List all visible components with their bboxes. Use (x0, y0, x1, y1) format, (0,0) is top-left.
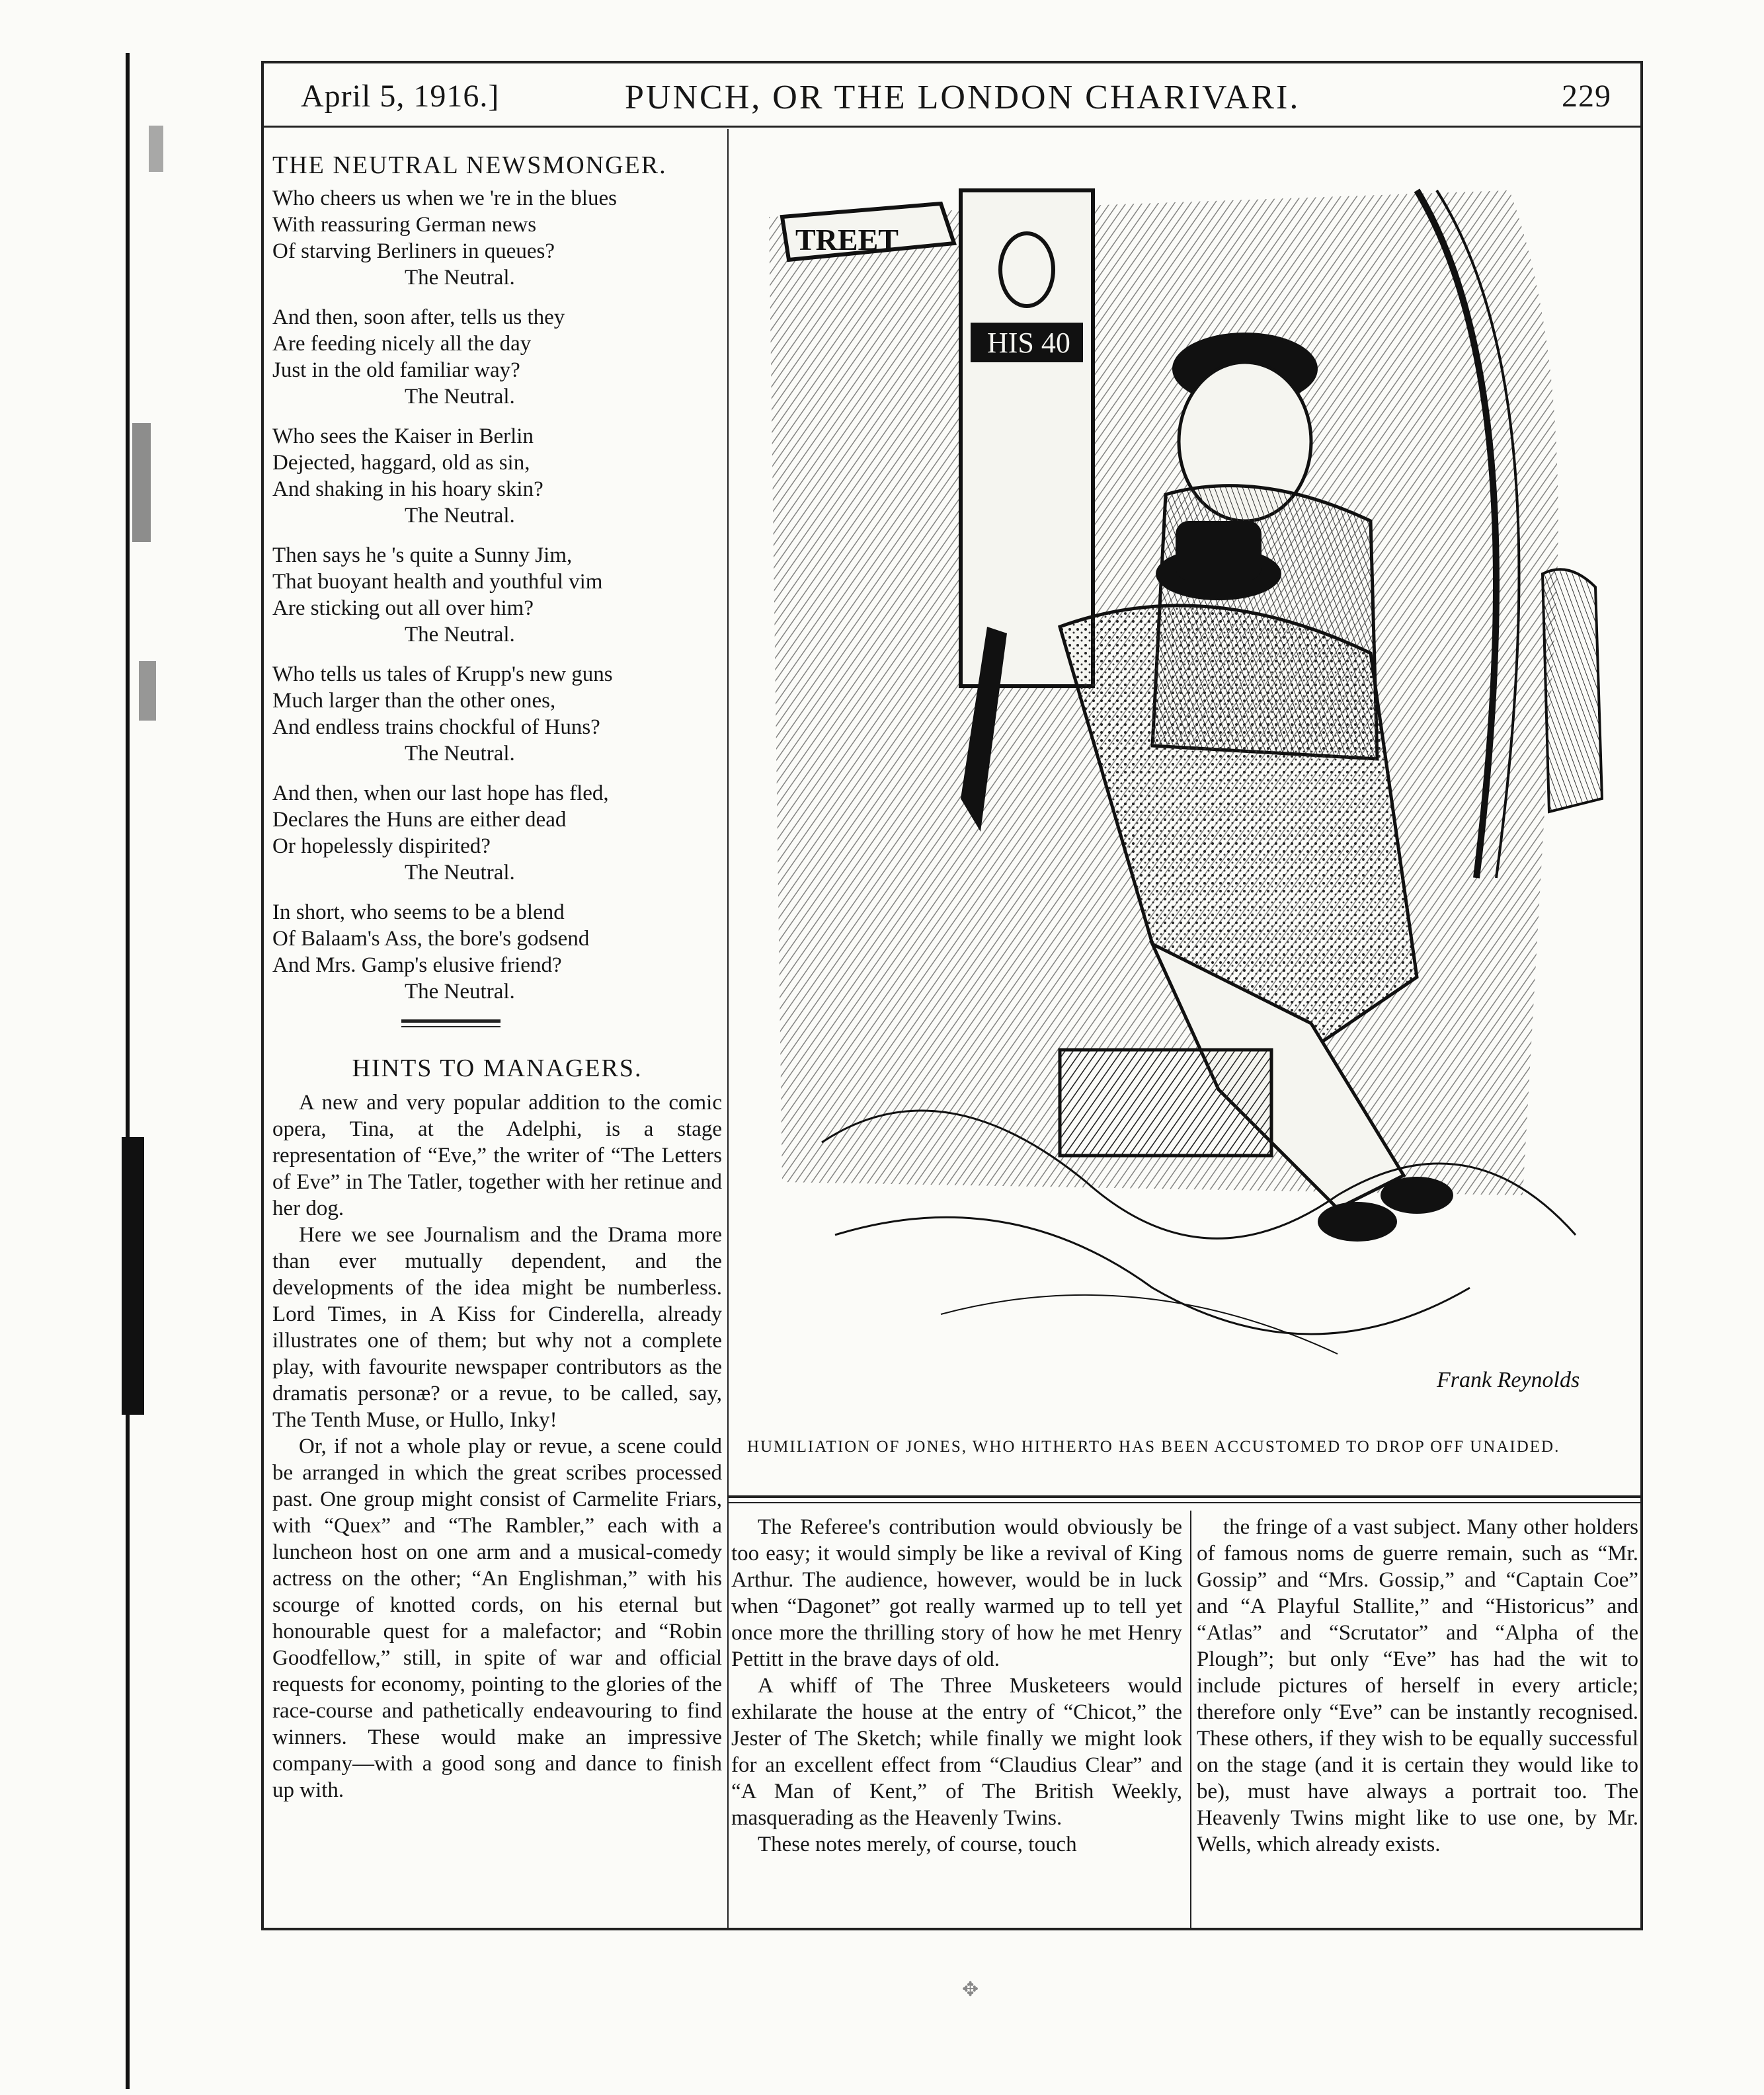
cartoon-caption: HUMILIATION OF JONES, WHO HITHERTO HAS BEEN ACCUSTOMED TO DROP OFF UNAIDED. (747, 1438, 1560, 1456)
column-divider-right (1190, 1511, 1191, 1930)
poem-stanza (272, 661, 722, 767)
poem-refrain: The Neutral. (405, 504, 515, 528)
poem-line: Of starving Berliners in queues? (272, 239, 555, 263)
poem-title: THE NEUTRAL NEWSMONGER. (272, 151, 667, 179)
article-body-left (272, 1089, 722, 1803)
article-paragraph: These notes merely, of course, touch (758, 1833, 1077, 1856)
poem-refrain: The Neutral. (405, 980, 515, 1004)
poem-refrain: The Neutral. (405, 861, 515, 885)
poem-line: That buoyant health and youthful vim (272, 570, 603, 594)
poem-refrain: The Neutral. (405, 742, 515, 766)
poem-line: Declares the Huns are either dead (272, 808, 567, 832)
article-paragraph: The Referee's contribution would obviously be too easy; it would simply be like a revival of King Arthur. The audience, however, would be in luck when “Dagonet” got really warmed up to tell yet once more the thrilling story of how he met Henry Pettitt in the brave days of old. (731, 1515, 1182, 1671)
poem-stanza (272, 423, 722, 529)
poem-line: And endless trains chockful of Huns? (272, 715, 600, 739)
top-hat (1176, 521, 1262, 580)
article-paragraph: Here we see Journalism and the Drama more than ever mutually dependent, and the developments of the idea might be numberless. Lord Times, in A Kiss for Cinderella, already illustrates one of them; but why not a complete play, with favourite newspaper contributors as the dramatis personæ? or a revue, to be called, say, The Tenth Muse, or Hullo, Inky! (272, 1223, 722, 1432)
header-rule (262, 126, 1642, 128)
poem-line: Dejected, haggard, old as sin, (272, 451, 530, 475)
poem-line: Are feeding nicely all the day (272, 332, 532, 356)
poem-line: Or hopelessly dispirited? (272, 834, 491, 858)
article-paragraph: A new and very popular addition to the comic opera, Tina, at the Adelphi, is a stage representation of “Eve,” the writer of “The Letters of Eve” in The Tatler, together with her retinue and her dog. (272, 1091, 722, 1220)
article-paragraph: Or, if not a whole play or revue, a scene could be arranged in which the great scribes processed past. One group might consist of Carmelite Friars, with “Quex” and “The Rambler,” each with a luncheon host on one arm and a musical-comedy actress on the other; “An Englishman,” with his scourge of knotted cords, on his eternal but honourable quest for a malefactor; and “Robin Goodfellow,” still, in spite of war and official requests for economy, pointing to the glories of the race-course and pathetically endeavouring to find winners. These would make an impressive company—with a good song and dance to finish up with. (272, 1435, 722, 1802)
poem-line: With reassuring German news (272, 213, 537, 237)
poem-line: Are sticking out all over him? (272, 596, 534, 620)
scan-mark: ✥ (962, 1979, 979, 2000)
article-body-middle (731, 1514, 1182, 1858)
poem-stanza (272, 899, 722, 1005)
article-paragraph: the fringe of a vast subject. Many other holders of famous noms de guerre remain, such as “Mr. Gossip” and “Mrs. Gossip,” and “Captain Coe” and “A Playful Stallite,” and “Historicus” and “Atlas” and “Scrutator” and “Alpha of the Plough”; but only “Eve” has had the wit to include pictures of herself in every article; therefore only “Eve” can be instantly recognised. These others, if they wish to be equally successful on the stage (and it is certain they would like to be), must have always a portrait too. The Heavenly Twins might like to use one, by Mr. Wells, which already exists. (1197, 1515, 1638, 1856)
article-paragraph: A whiff of The Three Musketeers would exhilarate the house at the entry of “Chicot,” the Jester of The Sketch; while finally we might look for an excellent effect from “Claudius Clear” and “A Man of Kent,” of The British Weekly, masquerading as the Heavenly Twins. (731, 1674, 1182, 1830)
caption-rule-thin (729, 1502, 1642, 1503)
poem-stanzas (272, 185, 722, 1005)
poem-line: Then says he 's quite a Sunny Jim, (272, 543, 573, 567)
poem-stanza (272, 542, 722, 648)
poem-refrain: The Neutral. (405, 266, 515, 290)
boot (1318, 1202, 1397, 1242)
poem-line: In short, who seems to be a blend (272, 900, 565, 924)
header-title: PUNCH, OR THE LONDON CHARIVARI. (625, 79, 1301, 116)
poem-line: And shaking in his hoary skin? (272, 477, 543, 501)
bus-step (1060, 1050, 1271, 1156)
poem-line: And then, soon after, tells us they (272, 305, 565, 329)
poem-line: Who sees the Kaiser in Berlin (272, 424, 534, 448)
bus-label: HIS 40 (987, 327, 1070, 359)
section-divider (401, 1019, 501, 1027)
caption-rule (729, 1495, 1642, 1498)
poem-line: Of Balaam's Ass, the bore's godsend (272, 927, 590, 951)
column-divider-left (727, 129, 729, 1930)
left-column (272, 151, 722, 1803)
bus-door-window (961, 190, 1093, 686)
poem-line: And then, when our last hope has fled, (272, 781, 609, 805)
article-title: HINTS TO MANAGERS. (352, 1054, 643, 1082)
binding-edge (112, 0, 165, 2095)
street-sign-text: TREET (795, 223, 899, 257)
page-number: 229 (1562, 79, 1611, 114)
poem-stanza (272, 304, 722, 410)
poem-line: Who tells us tales of Krupp's new guns (272, 662, 613, 686)
poem-stanza (272, 185, 722, 291)
poem-line: Who cheers us when we 're in the blues (272, 186, 617, 210)
poem-line: Just in the old familiar way? (272, 358, 520, 382)
poem-line: And Mrs. Gamp's elusive friend? (272, 953, 562, 977)
poem-line: Much larger than the other ones, (272, 689, 556, 713)
header-date: April 5, 1916.] (301, 79, 500, 114)
artist-signature: Frank Reynolds (1437, 1368, 1580, 1392)
poem-stanza (272, 780, 722, 886)
cartoon-illustration (742, 151, 1635, 1440)
poem-refrain: The Neutral. (405, 385, 515, 409)
article-body-right (1197, 1514, 1638, 1858)
poem-refrain: The Neutral. (405, 623, 515, 647)
